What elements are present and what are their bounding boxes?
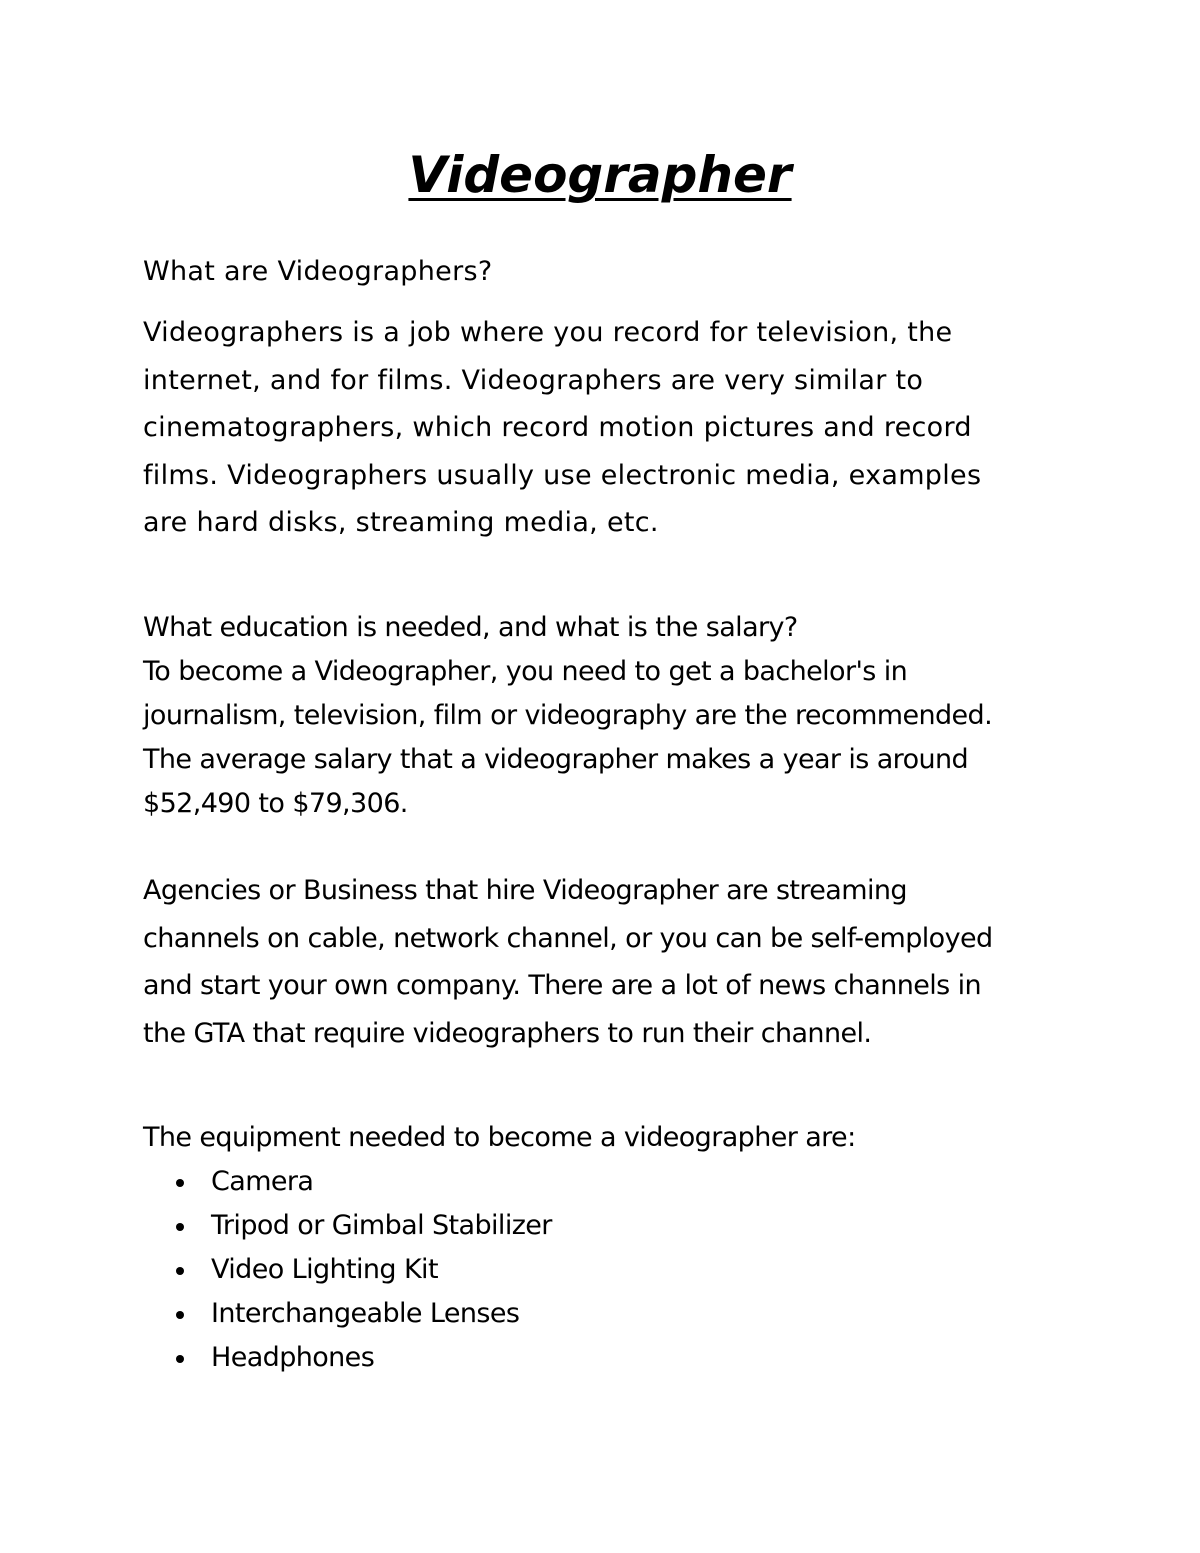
equipment-list — [143, 1160, 552, 1380]
bullet-icon — [176, 1223, 184, 1231]
paragraph-line: films. Videographers usually use electronic media, examples — [143, 459, 982, 491]
paragraph-line: channels on cable, network channel, or you can be self-employed — [143, 922, 993, 954]
paragraph-line: $52,490 to $79,306. — [143, 788, 408, 819]
list-item — [143, 1248, 552, 1292]
page-title — [0, 140, 1200, 210]
list-item-label: Interchangeable Lenses — [211, 1298, 520, 1329]
paragraph-line: The average salary that a videographer makes a year is around — [143, 744, 969, 775]
bullet-icon — [176, 1267, 184, 1275]
paragraph-line: cinematographers, which record motion pictures and record — [143, 412, 972, 443]
list-item-label: Headphones — [211, 1342, 375, 1373]
list-item-label: Tripod or Gimbal Stabilizer — [211, 1210, 552, 1241]
section-question-equipment — [143, 1116, 1043, 1160]
bullet-icon — [176, 1355, 184, 1363]
paragraph-line: are hard disks, streaming media, etc. — [143, 507, 659, 538]
bullet-icon — [176, 1179, 184, 1187]
page-title-text: Videographer — [408, 146, 792, 204]
paragraph-definition — [143, 309, 1043, 547]
list-item-label: Camera — [211, 1166, 314, 1197]
paragraph-line: and start your own company. There are a lot of news channels in — [143, 970, 982, 1001]
list-item — [143, 1336, 552, 1380]
paragraph-line: Agencies or Business that hire Videographer are streaming — [143, 875, 907, 906]
list-item-label: Video Lighting Kit — [211, 1254, 438, 1285]
list-item — [143, 1160, 552, 1204]
question-line: The equipment needed to become a videographer are: — [143, 1122, 856, 1153]
paragraph-line: internet, and for films. Videographers are very similar to — [143, 364, 924, 396]
section-question-what-are — [143, 248, 1043, 295]
paragraph-line: To become a Videographer, you need to get a bachelor's in — [143, 656, 908, 687]
question-line: What education is needed, and what is the salary? — [143, 612, 798, 643]
paragraph-line: the GTA that require videographers to run their channel. — [143, 1017, 872, 1049]
paragraph-education-salary — [143, 650, 1043, 826]
question-line: What are Videographers? — [143, 256, 493, 287]
section-question-education-salary — [143, 606, 1043, 650]
paragraph-employers — [143, 867, 1043, 1057]
list-item — [143, 1292, 552, 1336]
list-item — [143, 1204, 552, 1248]
paragraph-line: journalism, television, film or videography are the recommended. — [143, 700, 993, 731]
paragraph-line: Videographers is a job where you record for television, the — [143, 317, 953, 348]
bullet-icon — [176, 1311, 184, 1319]
